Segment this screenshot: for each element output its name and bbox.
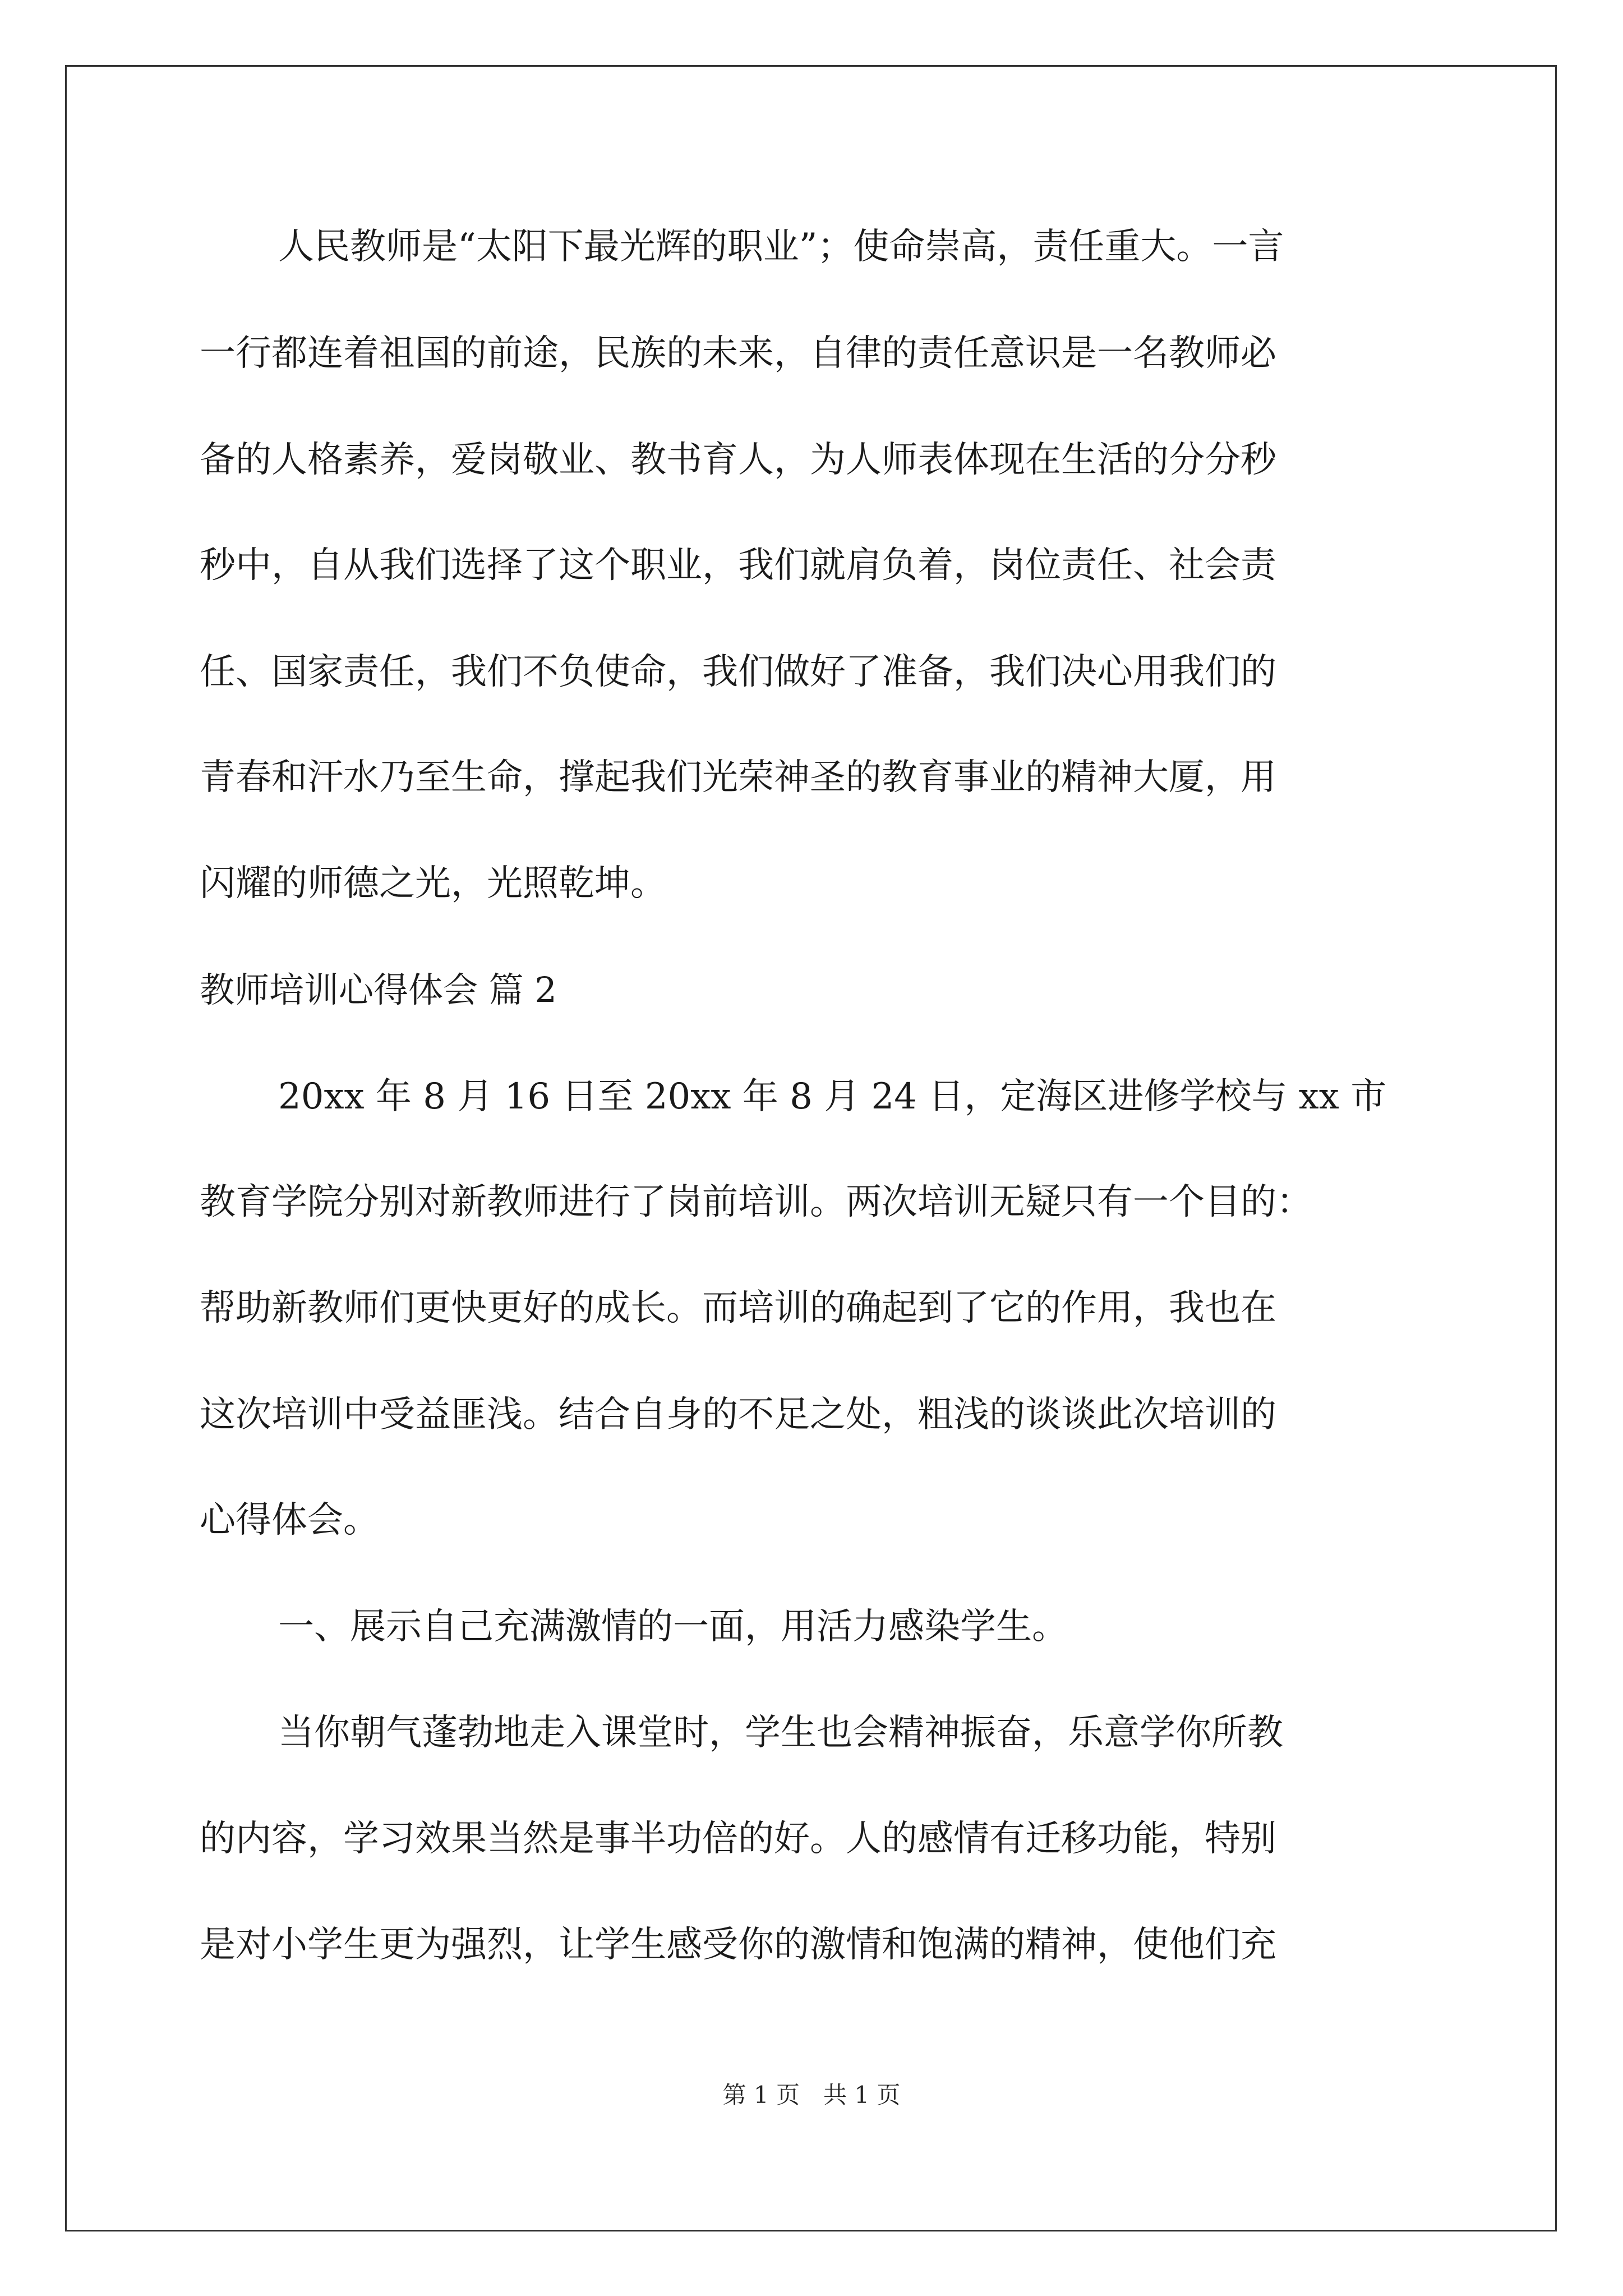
text-line: 备的人格素养，爱岗敬业、教书育人，为人师表体现在生活的分分秒 bbox=[200, 439, 1276, 481]
text-line: 人民教师是“太阳下最光辉的职业”；使命崇高，责任重大。一言 bbox=[278, 226, 1284, 268]
page-number-footer: 第 1 页 共 1 页 bbox=[722, 2081, 901, 2109]
text-line: 的内容，学习效果当然是事半功倍的好。人的感情有迁移功能，特别 bbox=[200, 1818, 1276, 1860]
text-line: 这次培训中受益匪浅。结合自身的不足之处，粗浅的谈谈此次培训的 bbox=[200, 1394, 1276, 1435]
text-line: 是对小学生更为强烈，让学生感受你的激情和饱满的精神，使他们充 bbox=[200, 1924, 1276, 1966]
text-line: 帮助新教师们更快更好的成长。而培训的确起到了它的作用，我也在 bbox=[200, 1287, 1276, 1329]
text-line: 一、展示自己充满激情的一面，用活力感染学生。 bbox=[278, 1606, 1068, 1648]
text-line: 一行都连着祖国的前途，民族的未来，自律的责任意识是一名教师必 bbox=[200, 333, 1276, 374]
text-line: 青春和汗水乃至生命，撑起我们光荣神圣的教育事业的精神大厦，用 bbox=[200, 757, 1276, 798]
section-heading: 教师培训心得体会 篇 2 bbox=[200, 969, 557, 1010]
text-line: 闪耀的师德之光，光照乾坤。 bbox=[200, 863, 666, 904]
text-line: 心得体会。 bbox=[200, 1499, 379, 1541]
text-line: 20xx 年 8 月 16 日至 20xx 年 8 月 24 日，定海区进修学校与 xx 市 bbox=[278, 1076, 1387, 1117]
text-line: 秒中，自从我们选择了这个职业，我们就肩负着，岗位责任、社会责 bbox=[200, 545, 1276, 586]
page-border bbox=[65, 65, 1557, 2231]
text-line: 教育学院分别对新教师进行了岗前培训。两次培训无疑只有一个目的： bbox=[200, 1181, 1312, 1223]
text-line: 当你朝气蓬勃地走入课堂时，学生也会精神振奋，乐意学你所教 bbox=[278, 1712, 1283, 1754]
text-line: 任、国家责任，我们不负使命，我们做好了准备，我们决心用我们的 bbox=[200, 651, 1276, 693]
